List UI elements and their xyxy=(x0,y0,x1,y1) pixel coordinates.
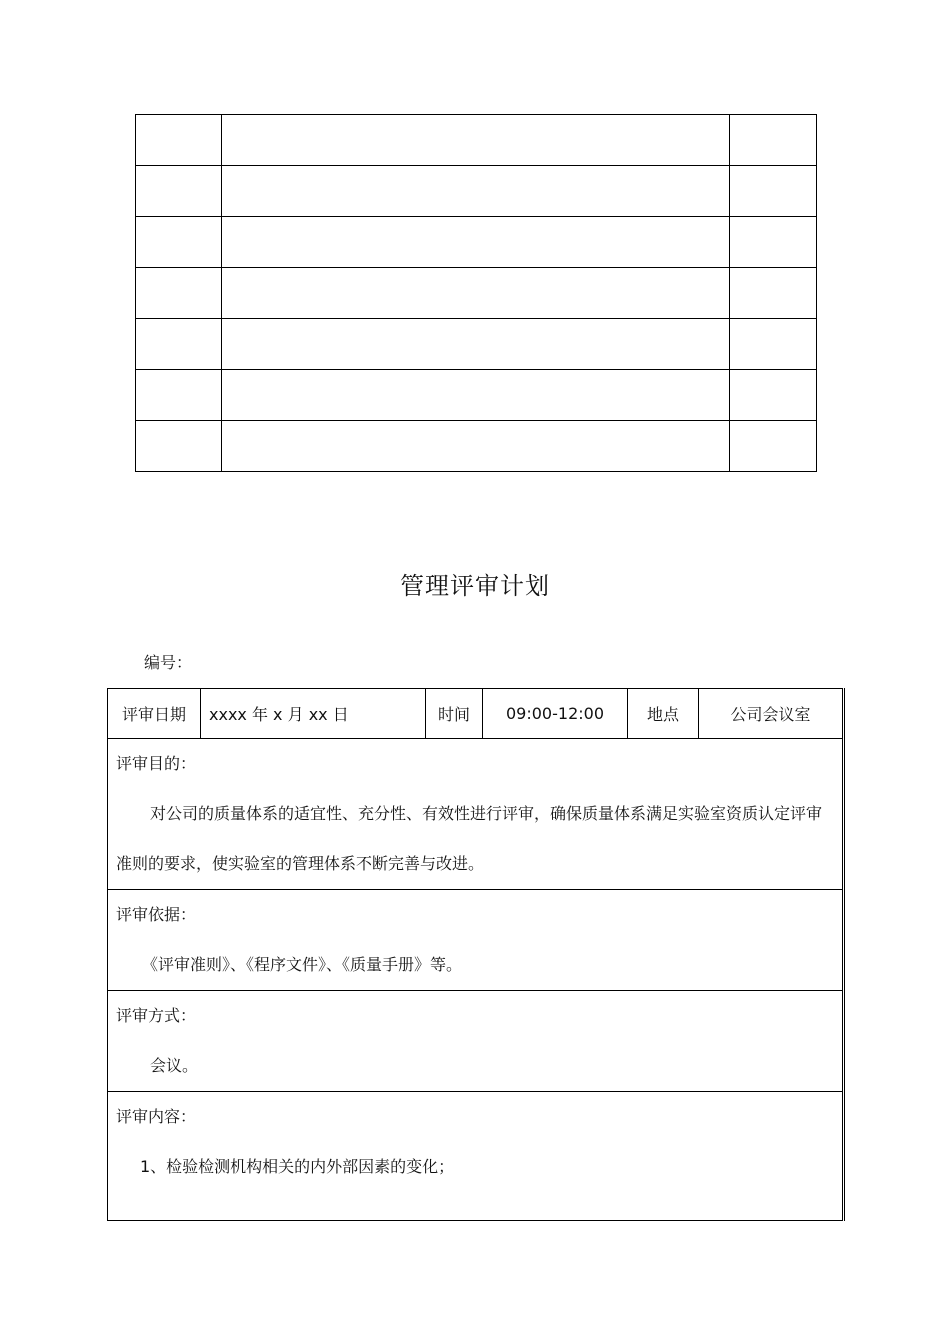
method-label: 评审方式： xyxy=(116,1006,197,1025)
place-value: 公司会议室 xyxy=(699,689,844,739)
purpose-label: 评审目的： xyxy=(116,754,197,773)
place-label: 地点 xyxy=(628,689,699,739)
blank-cell xyxy=(730,166,817,217)
number-label: 编号： xyxy=(144,653,193,672)
review-plan-table xyxy=(107,688,845,1221)
blank-cell xyxy=(222,268,730,319)
blank-row xyxy=(136,268,817,319)
blank-cell xyxy=(222,115,730,166)
method-text: 会议。 xyxy=(150,1056,199,1075)
blank-cell xyxy=(730,421,817,472)
content-section xyxy=(108,1092,844,1221)
time-value: 09:00-12:00 xyxy=(483,689,628,739)
blank-row xyxy=(136,115,817,166)
basis-text: 《评审准则》、《程序文件》、《质量手册》等。 xyxy=(142,955,463,974)
purpose-section xyxy=(108,739,844,890)
content-label: 评审内容： xyxy=(116,1107,197,1126)
basis-label: 评审依据： xyxy=(116,905,197,924)
blank-cell xyxy=(136,115,222,166)
time-label: 时间 xyxy=(426,689,483,739)
blank-row xyxy=(136,166,817,217)
page-title: 管理评审计划 xyxy=(400,572,550,600)
blank-cell xyxy=(730,370,817,421)
blank-row xyxy=(136,421,817,472)
basis-section xyxy=(108,890,844,991)
blank-cell xyxy=(222,166,730,217)
blank-cell xyxy=(136,268,222,319)
blank-cell xyxy=(730,217,817,268)
blank-row xyxy=(136,370,817,421)
blank-row xyxy=(136,217,817,268)
blank-cell xyxy=(222,319,730,370)
header-row xyxy=(108,689,844,739)
blank-cell xyxy=(136,166,222,217)
blank-cell xyxy=(136,217,222,268)
blank-row xyxy=(136,319,817,370)
blank-table xyxy=(135,114,817,472)
blank-cell xyxy=(222,421,730,472)
review-date-label: 评审日期 xyxy=(108,689,201,739)
blank-cell xyxy=(730,268,817,319)
purpose-text: 对公司的质量体系的适宜性、充分性、有效性进行评审，确保质量体系满足实验室资质认定评审准则的要求，使实验室的管理体系不断完善与改进。 xyxy=(116,804,823,873)
blank-cell xyxy=(136,421,222,472)
blank-cell xyxy=(730,319,817,370)
method-section xyxy=(108,991,844,1092)
blank-cell xyxy=(730,115,817,166)
blank-cell xyxy=(222,217,730,268)
content-item-1: 1、检验检测机构相关的内外部因素的变化； xyxy=(140,1157,455,1176)
blank-cell xyxy=(136,319,222,370)
blank-cell xyxy=(222,370,730,421)
blank-cell xyxy=(136,370,222,421)
review-date-value: xxxx 年 x 月 xx 日 xyxy=(201,689,426,739)
